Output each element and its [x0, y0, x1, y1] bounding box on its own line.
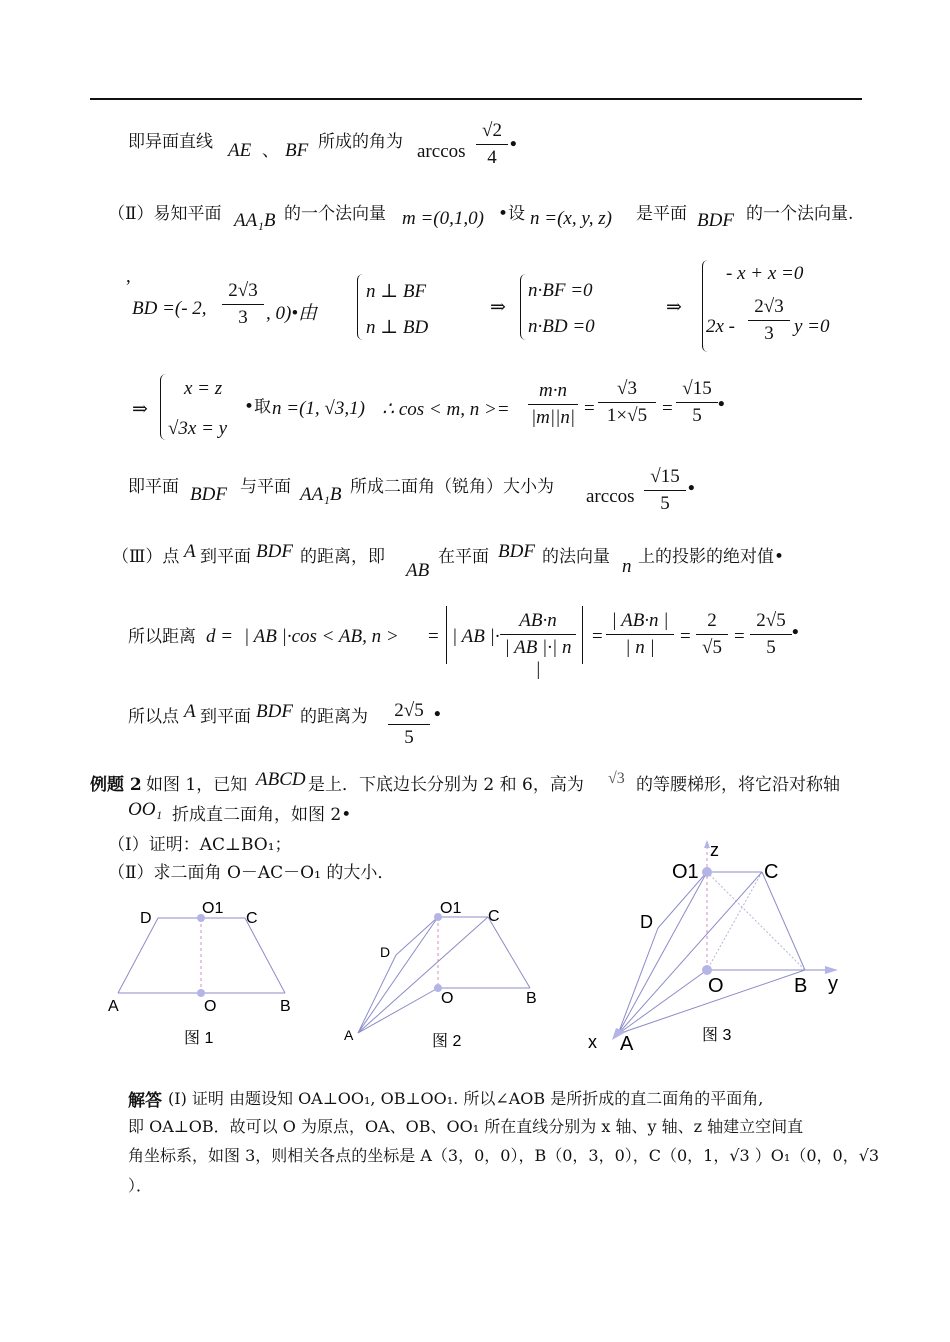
label-b: B — [794, 975, 808, 997]
edge-ao1 — [358, 917, 438, 1033]
edge-da — [618, 928, 658, 1034]
edge-ao — [358, 988, 438, 1033]
label-y: y — [828, 973, 838, 995]
label-c: C — [246, 910, 258, 927]
label-a: A — [620, 1033, 634, 1055]
label-a: A — [108, 998, 119, 1015]
edge-o1b — [707, 872, 805, 970]
label-o1: O1 — [202, 900, 224, 917]
label-c: C — [488, 908, 500, 925]
label-d: D — [380, 944, 391, 960]
edge-cb — [762, 872, 805, 970]
label-x: x — [588, 1032, 597, 1052]
edge-da — [358, 955, 396, 1033]
point-o1 — [702, 867, 712, 877]
figure-2-folded — [340, 895, 560, 1060]
point-o — [702, 965, 712, 975]
label-o1: O1 — [672, 861, 699, 883]
label-d: D — [140, 910, 152, 927]
label-a: A — [344, 1027, 354, 1043]
edge-cb — [245, 918, 285, 993]
label-c: C — [764, 861, 779, 883]
label-b: B — [526, 990, 537, 1007]
edge-o1d — [396, 917, 438, 955]
figure-1-trapezoid — [100, 895, 310, 1055]
label-o: O — [204, 998, 217, 1015]
point-o — [197, 989, 205, 997]
edge-co — [707, 872, 762, 970]
label-b: B — [280, 998, 291, 1015]
edge-ao1 — [618, 872, 707, 1034]
x-axis — [618, 970, 707, 1034]
label-o1: O1 — [440, 900, 462, 917]
label-z: z — [710, 840, 719, 860]
figure-3-coordinates — [580, 838, 860, 1060]
edge-ac — [358, 917, 488, 1033]
caption-fig2: 图 2 — [432, 1033, 462, 1050]
fraction-sqrt2-4: √2 4 — [476, 120, 508, 169]
label-d: D — [640, 912, 653, 932]
label-o: O — [441, 990, 454, 1007]
label-o: O — [708, 975, 724, 997]
header-rule — [90, 98, 862, 100]
caption-fig1: 图 1 — [184, 1030, 214, 1047]
edge-da — [118, 918, 158, 993]
caption-fig3: 图 3 — [702, 1027, 732, 1044]
edge-cb — [488, 917, 530, 988]
